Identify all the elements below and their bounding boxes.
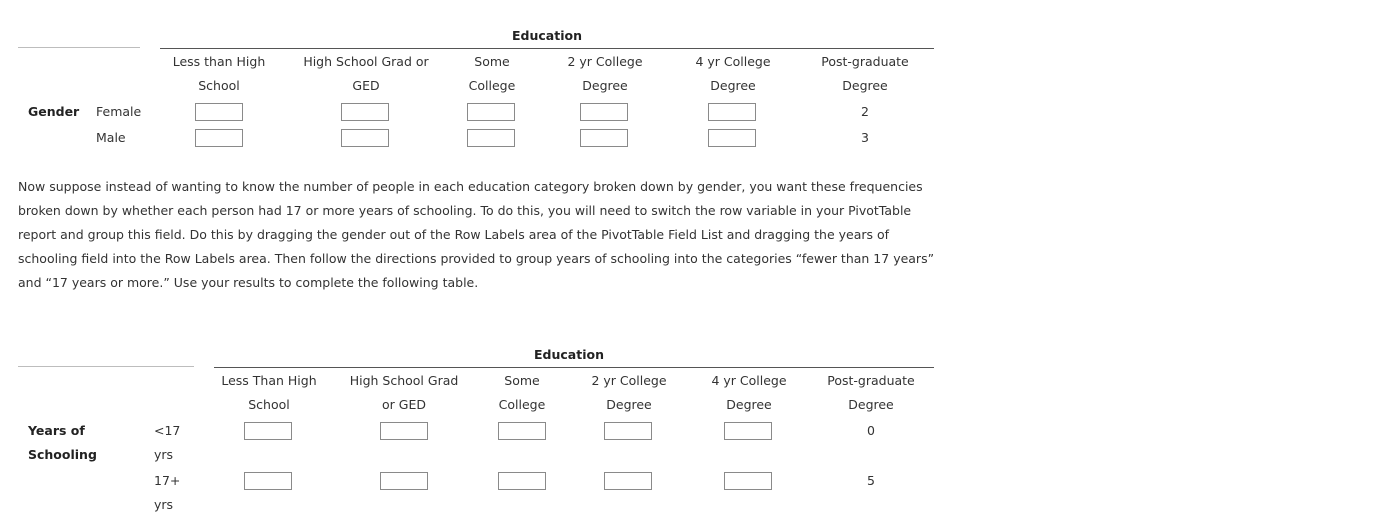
table2-group-header: Education: [534, 347, 604, 362]
table2-left-rule: [18, 366, 194, 367]
17plus-post-graduate-value: 5: [867, 473, 875, 488]
table1-col-header-less-than-high-school: Less than High School: [172, 54, 266, 93]
table1-header-rule: [160, 48, 934, 49]
table2-row-group-label: Years of Schooling: [28, 423, 97, 462]
table1-col-header-4yr-college: 4 yr College Degree: [695, 54, 771, 93]
17plus-some-college-input[interactable]: [498, 472, 546, 490]
table1-col-header-2yr-college: 2 yr College Degree: [567, 54, 643, 93]
female-some-college-input[interactable]: [467, 103, 515, 121]
female-post-graduate-value: 2: [861, 104, 869, 119]
under17-2yr-college-input[interactable]: [604, 422, 652, 440]
instructions-paragraph: Now suppose instead of wanting to know the number of people in each education category broken down by gender, you want these frequencies broken down by whether each person had 17 or more years of schooling. To do this, you will need to switch the row variable in your PivotTable report and group this field. Do this by dragging the gender out of the Row Labels area of the PivotTable Field List and dragging the years of schooling field into the Row Labels area. Then follow the directions provided to group years of schooling into the categories “fewer than 17 years” and “17 years or more.” Use your results to complete the following table.: [18, 179, 935, 290]
female-4yr-college-input[interactable]: [708, 103, 756, 121]
table2-col-header-4yr-college: 4 yr College Degree: [711, 373, 787, 412]
17plus-hs-grad-input[interactable]: [380, 472, 428, 490]
male-less-than-high-school-input[interactable]: [195, 129, 243, 147]
table2-col-header-hs-grad: High School Grad or GED: [349, 373, 459, 412]
17plus-4yr-college-input[interactable]: [724, 472, 772, 490]
table1-col-header-hs-grad: High School Grad or GED: [303, 54, 429, 93]
table1-row-label-male: Male: [96, 130, 126, 145]
table2-col-header-2yr-college: 2 yr College Degree: [591, 373, 667, 412]
under17-hs-grad-input[interactable]: [380, 422, 428, 440]
female-2yr-college-input[interactable]: [580, 103, 628, 121]
male-hs-grad-input[interactable]: [341, 129, 389, 147]
17plus-2yr-college-input[interactable]: [604, 472, 652, 490]
table2-col-header-post-graduate: Post-graduate Degree: [827, 373, 915, 412]
table1-group-header: Education: [512, 28, 582, 43]
male-2yr-college-input[interactable]: [580, 129, 628, 147]
17plus-less-than-high-school-input[interactable]: [244, 472, 292, 490]
female-less-than-high-school-input[interactable]: [195, 103, 243, 121]
table2-row-label-17-plus: 17+ yrs: [154, 473, 181, 512]
table1-row-label-female: Female: [96, 104, 142, 119]
table2-col-header-some-college: Some College: [498, 373, 546, 412]
table2-col-header-less-than-high-school: Less Than High School: [221, 373, 317, 412]
under17-post-graduate-value: 0: [867, 423, 875, 438]
male-4yr-college-input[interactable]: [708, 129, 756, 147]
table2-header-rule: [214, 367, 934, 368]
male-post-graduate-value: 3: [861, 130, 869, 145]
table2-row-label-under-17: <17 yrs: [154, 423, 181, 462]
table1-row-group-label: Gender: [28, 104, 80, 119]
male-some-college-input[interactable]: [467, 129, 515, 147]
table1-col-header-some-college: Some College: [468, 54, 516, 93]
table1-left-rule: [18, 47, 140, 48]
under17-4yr-college-input[interactable]: [724, 422, 772, 440]
table1-col-header-post-graduate: Post-graduate Degree: [821, 54, 909, 93]
under17-some-college-input[interactable]: [498, 422, 546, 440]
female-hs-grad-input[interactable]: [341, 103, 389, 121]
under17-less-than-high-school-input[interactable]: [244, 422, 292, 440]
